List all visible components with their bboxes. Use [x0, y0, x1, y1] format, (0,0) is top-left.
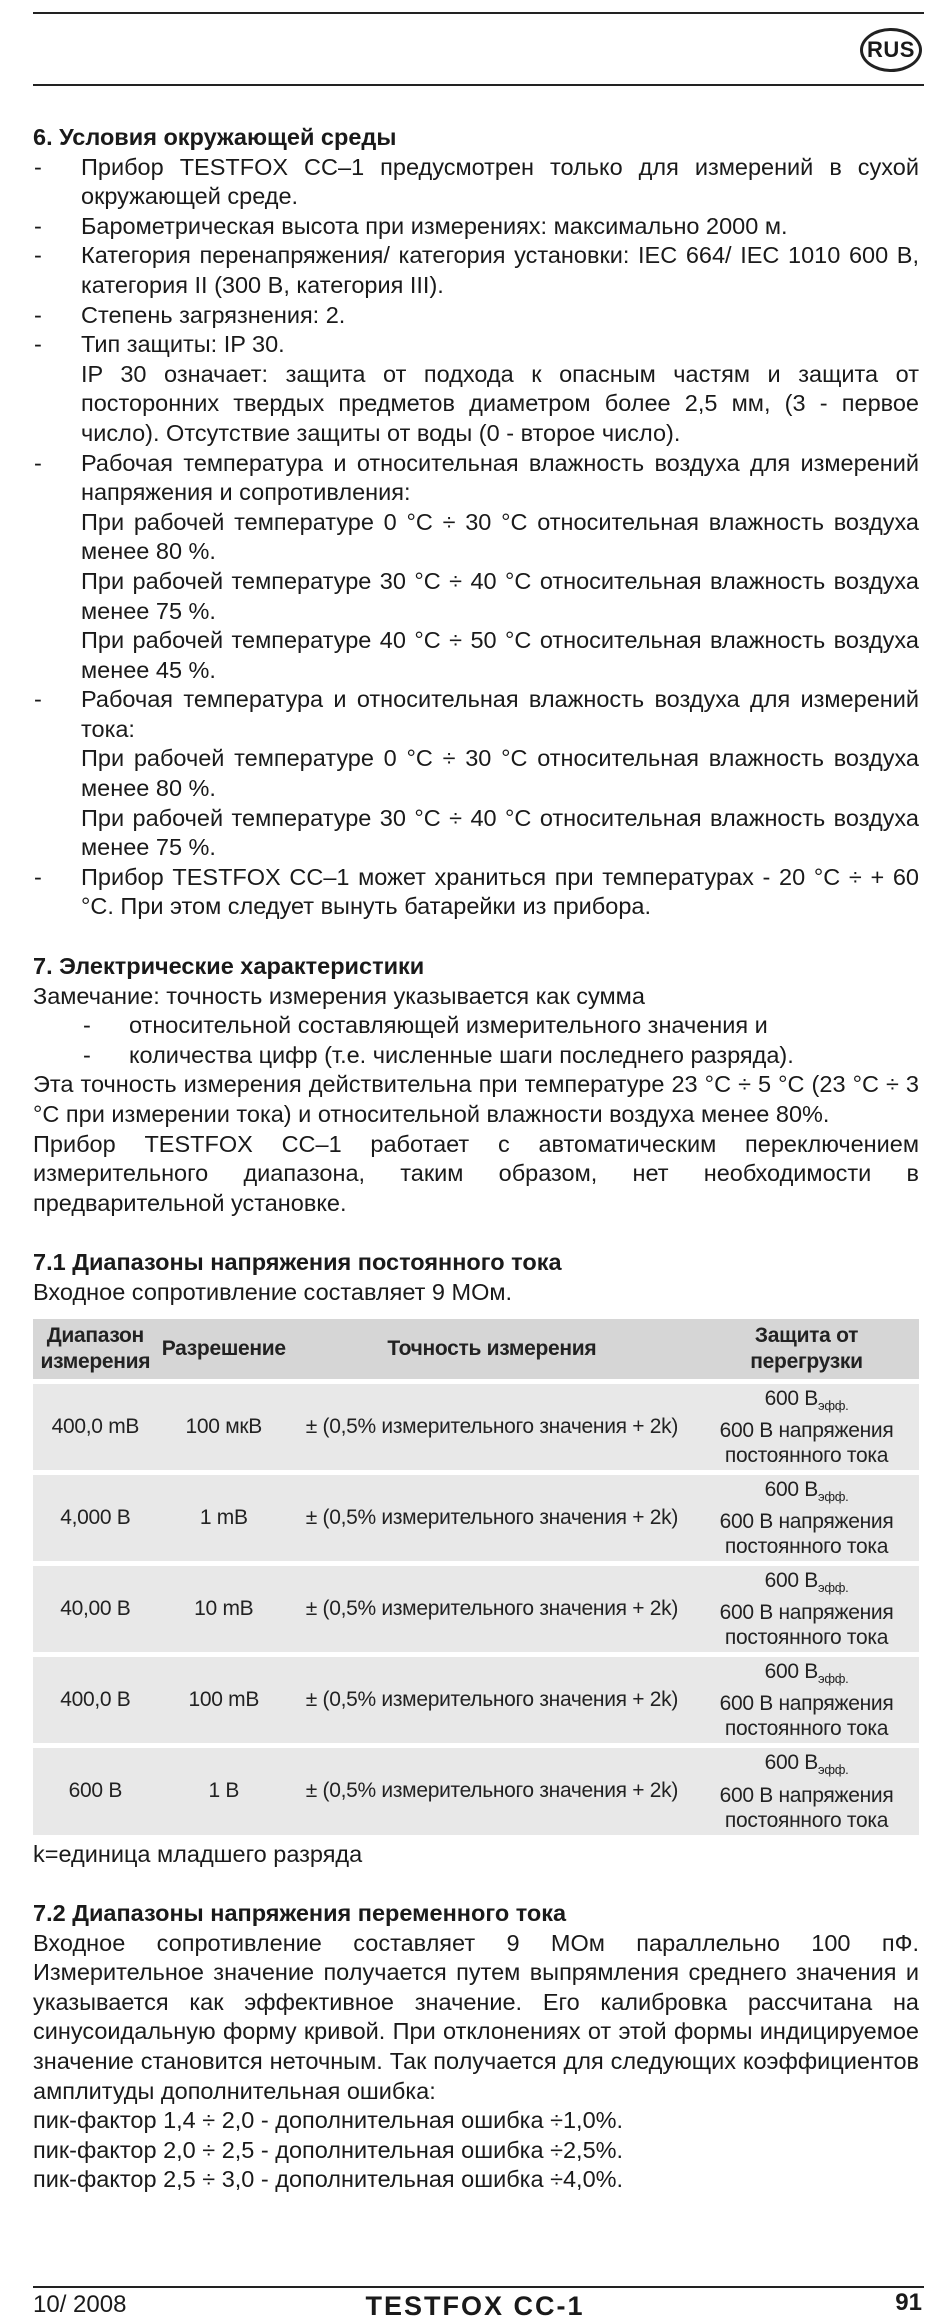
list-item: - Рабочая температура и относительная влажность воздуха для измерений тока: При рабочей температуре 0 °C ÷ 30 °C относительная влажность воздуха менее 80 %. При рабочей температуре 30 °C ÷ 40 °C относительная влажность воздуха менее 75 %. [33, 685, 919, 863]
crest-factor-line: пик-фактор 2,5 ÷ 3,0 - дополнительная ошибка ÷4,0%. [33, 2166, 624, 2193]
language-badge: RUS [860, 28, 922, 72]
protection-cell: 600 $В_{эфф.}$ 600 В напряжения постоянного тока [694, 1748, 919, 1834]
list-item: - Барометрическая высота при измерениях: максимально 2000 м. [33, 212, 919, 242]
protection-cell: 600 $В_{эфф.}$ 600 В напряжения постоянного тока [694, 1657, 919, 1743]
range-cell: 600 В [33, 1748, 158, 1834]
accuracy-cell: ± (0,5% измерительного значения + 2k) [290, 1566, 694, 1652]
section-7-sublist [33, 1011, 919, 1070]
column-header: Защита от перегрузки [694, 1319, 919, 1379]
footer-rule [33, 2286, 924, 2288]
page-number: 91 [895, 2289, 922, 2316]
range-cell: 4,000 В [33, 1475, 158, 1561]
table-row [33, 1657, 919, 1743]
header-rule [33, 84, 924, 86]
section-7-paragraph: Прибор TESTFOX CC–1 работает с автоматическим переключением измерительного диапазона, таким образом, нет необходимости в предварительной установке. [33, 1130, 919, 1216]
dc-voltage-table [33, 1314, 919, 1840]
resolution-cell: 100 mВ [158, 1657, 290, 1743]
range-cell: 40,00 В [33, 1566, 158, 1652]
accuracy-cell: ± (0,5% измерительного значения + 2k) [290, 1657, 694, 1743]
resolution-cell: 10 mВ [158, 1566, 290, 1652]
table-header-row [33, 1319, 919, 1379]
protection-cell: 600 $В_{эфф.}$ 600 В напряжения постоянного тока [694, 1384, 919, 1470]
list-item: - количества цифр (т.е. численные шаги последнего разряда). [33, 1041, 919, 1071]
section-7-1-intro: Входное сопротивление составляет 9 МОм. [33, 1278, 513, 1305]
section-6-title: 6. Условия окружающей среды [33, 124, 397, 150]
resolution-cell: 1 В [158, 1748, 290, 1834]
column-header: Разрешение [158, 1319, 290, 1379]
list-item: - относительной составляющей измерительного значения и [33, 1011, 919, 1041]
list-item: - Рабочая температура и относительная влажность воздуха для измерений напряжения и сопротивления: При рабочей температуре 0 °C ÷ 30 °C относительная влажность воздуха менее 80 %. При рабочей температуре 30 °C ÷ 40 °C относительная влажность воздуха менее 75 %. При рабочей температуре 40 °C ÷ 50 °C относительная влажность воздуха менее 45 %. [33, 449, 919, 686]
accuracy-cell: ± (0,5% измерительного значения + 2k) [290, 1475, 694, 1561]
list-item: - Степень загрязнения: 2. [33, 301, 919, 331]
list-item: - Прибор TESTFOX CC–1 предусмотрен только для измерений в сухой окружающей среде. [33, 153, 919, 212]
list-item: - Категория перенапряжения/ категория установки: IEC 664/ IEC 1010 600 В, категория II (300 В, категория III). [33, 241, 919, 300]
section-7-2-title: 7.2 Диапазоны напряжения переменного тока [33, 1900, 567, 1927]
page-content [33, 123, 919, 2195]
section-6-list [33, 153, 919, 922]
list-item: - Тип защиты: IP 30. IP 30 означает: защита от подхода к опасным частям и защита от посторонних твердых предметов диаметром более 2,5 мм, (3 - первое число). Отсутствие защиты от воды (0 - второе число). [33, 330, 919, 448]
section-7-note: Замечание: точность измерения указывается как сумма [33, 982, 645, 1009]
resolution-cell: 1 mВ [158, 1475, 290, 1561]
range-cell: 400,0 mВ [33, 1384, 158, 1470]
footer-product-title: TESTFOX CC-1 [365, 2291, 585, 2321]
table-footnote: k=единица младшего разряда [33, 1840, 363, 1867]
top-rule [33, 12, 924, 14]
accuracy-cell: ± (0,5% измерительного значения + 2k) [290, 1384, 694, 1470]
range-cell: 400,0 В [33, 1657, 158, 1743]
crest-factor-line: пик-фактор 2,0 ÷ 2,5 - дополнительная ошибка ÷2,5%. [33, 2136, 624, 2163]
protection-cell: 600 $В_{эфф.}$ 600 В напряжения постоянного тока [694, 1475, 919, 1561]
table-row [33, 1384, 919, 1470]
table-row [33, 1566, 919, 1652]
column-header: Точность измерения [290, 1319, 694, 1379]
section-7-2-paragraph: Входное сопротивление составляет 9 МОм параллельно 100 пФ. Измерительное значение получается путем выпрямления среднего значения и указывается как эффективное значение. Его калибровка рассчитана на синусоидальную форму кривой. При отклонениях от этой формы индицируемое значение становится неточным. Так получается для следующих коэффициентов амплитуды дополнительная ошибка: [33, 1929, 919, 2104]
resolution-cell: 100 мкВ [158, 1384, 290, 1470]
table-row [33, 1748, 919, 1834]
list-item: - Прибор TESTFOX CC–1 может храниться при температурах - 20 °C ÷ + 60 °C. При этом следует вынуть батарейки из прибора. [33, 863, 919, 922]
footer-date: 10/ 2008 [33, 2291, 127, 2318]
section-7-title: 7. Электрические характеристики [33, 953, 425, 980]
table-row [33, 1475, 919, 1561]
section-7-1-title: 7.1 Диапазоны напряжения постоянного тока [33, 1249, 562, 1276]
section-7-paragraph: Эта точность измерения действительна при температуре 23 °C ÷ 5 °C (23 °C ÷ 3 °C при измерении тока) и относительной влажности воздуха менее 80%. [33, 1071, 919, 1127]
column-header: Диапазон измерения [33, 1319, 158, 1379]
crest-factor-line: пик-фактор 1,4 ÷ 2,0 - дополнительная ошибка ÷1,0%. [33, 2107, 624, 2134]
protection-cell: 600 $В_{эфф.}$ 600 В напряжения постоянного тока [694, 1566, 919, 1652]
accuracy-cell: ± (0,5% измерительного значения + 2k) [290, 1748, 694, 1834]
